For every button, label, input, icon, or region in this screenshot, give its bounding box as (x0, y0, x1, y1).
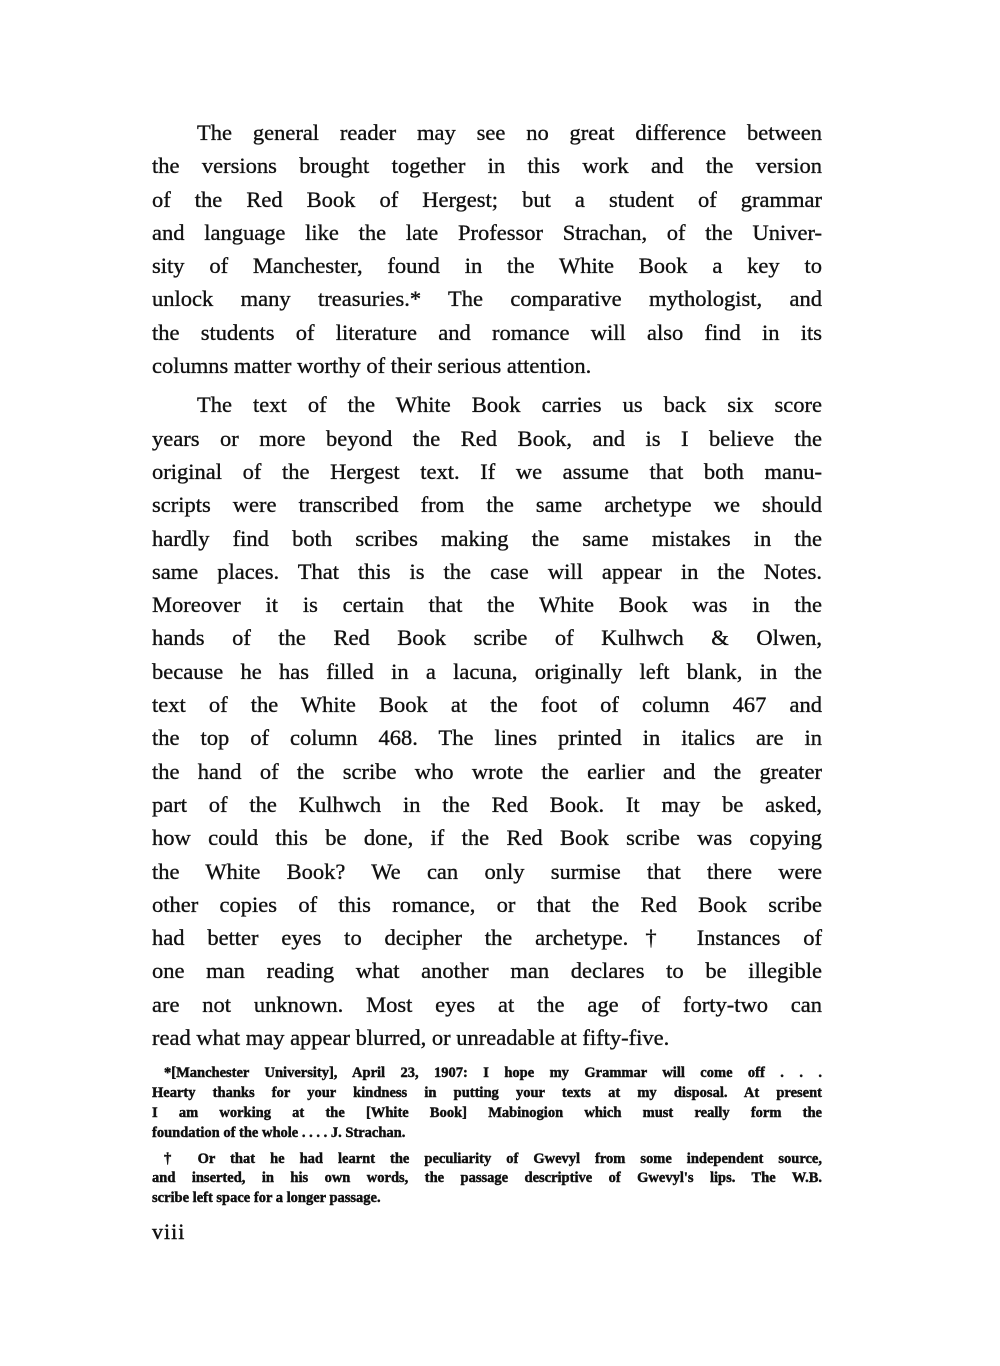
text-line: of the Red Book of Hergest; but a student of grammar (152, 186, 822, 212)
page-body (152, 116, 822, 1209)
footnote-line: † Or that he had learnt the peculiarity of Gwevyl from some independent source, (164, 1150, 822, 1167)
text-line: how could this be done, if the Red Book scribe was copying (152, 825, 822, 851)
footnote-gwevyl (152, 1150, 822, 1209)
text-line: one man reading what another man declares to be illegible (152, 958, 822, 984)
page-number: viii (152, 1219, 186, 1244)
footnote-line: Hearty thanks for your kindness in putting your texts at my disposal. At present (152, 1085, 822, 1102)
text-line: had better eyes to decipher the archetype.† Instances of (152, 925, 822, 951)
paragraph-2 (152, 388, 822, 1054)
text-line: hands of the Red Book scribe of Kulhwch & Olwen, (152, 625, 822, 651)
text-line: the students of literature and romance will also find in its (152, 319, 822, 345)
text-line: scripts were transcribed from the same archetype we should (152, 492, 822, 518)
footnote-line: foundation of the whole . . . . J. Strachan. (152, 1124, 406, 1141)
text-line: other copies of this romance, or that the Red Book scribe (152, 891, 822, 917)
text-line: hardly find both scribes making the same mistakes in the (152, 525, 822, 551)
text-line: unlock many treasuries.* The comparative mythologist, and (152, 286, 822, 312)
text-line: and language like the late Professor Strachan, of the Univer- (152, 219, 822, 245)
text-line: The text of the White Book carries us back six score (197, 392, 822, 418)
text-line: read what may appear blurred, or unreadable at fifty-five. (152, 1025, 670, 1051)
paragraph-1 (152, 116, 822, 382)
text-line: columns matter worthy of their serious attention. (152, 353, 592, 379)
footnote-strachan (152, 1064, 822, 1143)
text-line: because he has filled in a lacuna, originally left blank, in the (152, 658, 822, 684)
text-line: years or more beyond the Red Book, and is I believe the (152, 425, 822, 451)
text-line: Moreover it is certain that the White Book was in the (152, 592, 822, 618)
text-line: the top of column 468. The lines printed in italics are in (152, 725, 822, 751)
text-line: are not unknown. Most eyes at the age of forty-two can (152, 991, 822, 1017)
footnote-line: *[Manchester University], April 23, 1907: I hope my Grammar will come off . . . (164, 1065, 822, 1082)
text-line: the White Book? We can only surmise that there were (152, 858, 822, 884)
text-line: part of the Kulhwch in the Red Book. It may be asked, (152, 791, 822, 817)
footnotes (152, 1064, 822, 1209)
text-line: same places. That this is the case will appear in the Notes. (152, 558, 822, 584)
footnote-line: I am working at the [White Book] Mabinogion which must really form the (152, 1104, 822, 1121)
text-line: sity of Manchester, found in the White Book a key to (152, 253, 822, 279)
footnote-line: and inserted, in his own words, the passage descriptive of Gwevyl's lips. The W.B. (152, 1170, 822, 1187)
text-line: text of the White Book at the foot of column 467 and (152, 692, 822, 718)
footnote-line: scribe left space for a longer passage. (152, 1190, 381, 1207)
text-line: The general reader may see no great difference between (197, 120, 822, 145)
text-line: the versions brought together in this work and the version (152, 153, 822, 179)
text-line: original of the Hergest text. If we assume that both manu- (152, 458, 822, 484)
text-line: the hand of the scribe who wrote the earlier and the greater (152, 758, 822, 784)
